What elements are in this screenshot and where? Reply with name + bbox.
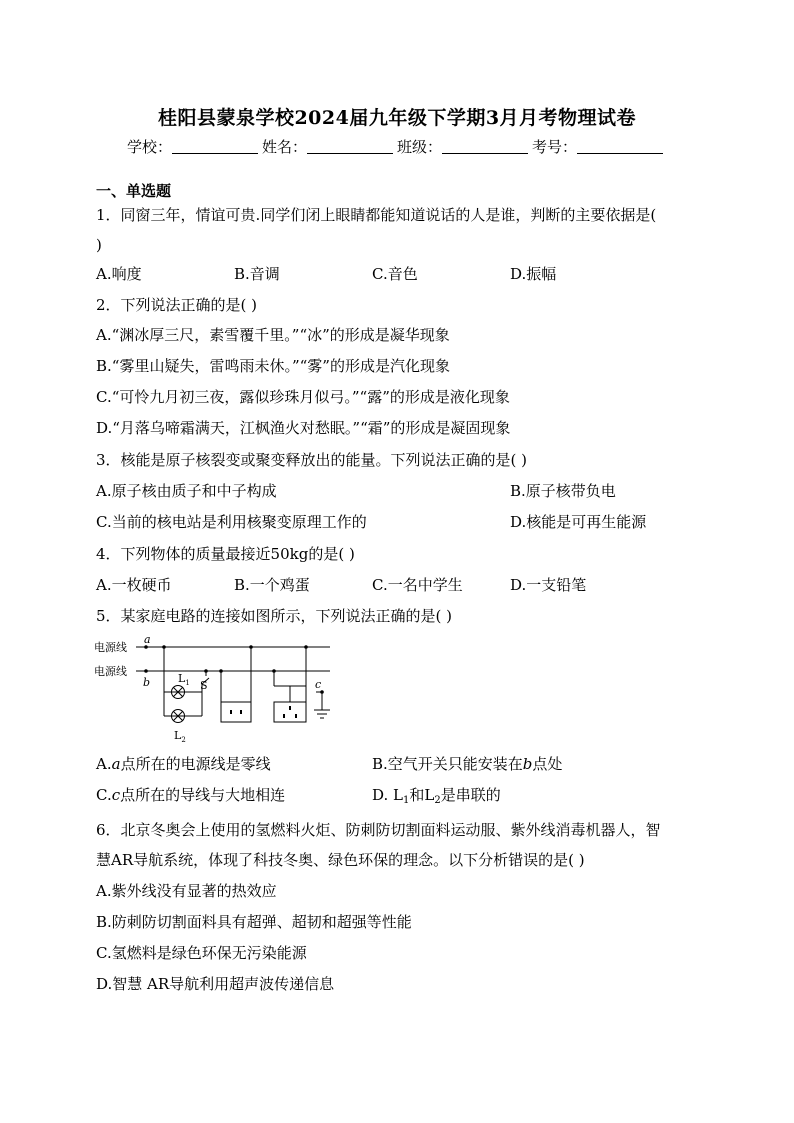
power-line-label-2: 电源线 [94,665,127,678]
q5-option-d[interactable]: D. $L_1$和$L_2$是串联的 [372,786,501,806]
number-label: 考号： [532,138,578,156]
point-b-label: b [143,676,151,689]
lamp2-label: $L_2$ [174,729,186,744]
q6-stem-line1: 6．北京冬奥会上使用的氢燃料火炬、防刺防切割面料运动服、紫外线消毒机器人，智 [96,821,661,839]
q4-option-b[interactable]: B.一个鸡蛋 [234,576,310,594]
q1-stem-line1: 1．同窗三年，情谊可贵.同学们闭上眼睛都能知道说话的人是谁，判断的主要依据是( [96,206,657,224]
q5-option-c[interactable]: C.c点所在的导线与大地相连 [96,786,286,804]
lamp1-label: $L_1$ [178,672,190,687]
school-blank[interactable] [172,139,258,154]
point-c-label: c [315,678,322,691]
name-label: 姓名： [261,138,307,156]
q5-option-b[interactable]: B.空气开关只能安装在b点处 [372,755,563,773]
q3-option-d[interactable]: D.核能是可再生能源 [510,513,647,531]
q5-stem: 5．某家庭电路的连接如图所示，下列说法正确的是( ) [96,607,453,625]
q6-option-b[interactable]: B.防刺防切割面料具有超弹、超韧和超强等性能 [96,913,412,931]
q6-option-d[interactable]: D.智慧 AR导航利用超声波传递信息 [96,975,335,993]
q1-option-d[interactable]: D.振幅 [510,265,557,283]
q2-option-c[interactable]: C.“可怜九月初三夜，露似珍珠月似弓。”“露”的形成是液化现象 [96,388,510,406]
q3-stem: 3．核能是原子核裂变或聚变释放出的能量。下列说法正确的是( ) [96,451,528,469]
number-blank[interactable] [577,139,663,154]
two-pin-socket-icon [221,702,251,722]
q1-option-c[interactable]: C.音色 [372,265,418,283]
three-pin-socket-icon [274,702,306,722]
q1-stem-line2: ) [96,236,102,254]
class-blank[interactable] [442,139,528,154]
q1-option-a[interactable]: A.响度 [96,265,142,283]
q2-option-b[interactable]: B.“雾里山疑失，雷鸣雨未休。”“雾”的形成是汽化现象 [96,357,450,375]
q3-option-a[interactable]: A.原子核由质子和中子构成 [96,482,277,500]
q4-option-c[interactable]: C.一名中学生 [372,576,463,594]
q6-option-c[interactable]: C.氢燃料是绿色环保无污染能源 [96,944,307,962]
switch-label: S [200,679,208,692]
q4-stem: 4．下列物体的质量最接近50kg的是( ) [96,545,355,563]
class-label: 班级： [397,138,443,156]
section-title: 一、单选题 [96,182,172,200]
q6-stem-line2: 慧AR导航系统，体现了科技冬奥、绿色环保的理念。以下分析错误的是( ) [96,851,585,869]
q2-option-d[interactable]: D.“月落乌啼霜满天，江枫渔火对愁眠。”“霜”的形成是凝固现象 [96,419,511,437]
circuit-diagram [94,632,354,748]
student-info-row [0,136,794,157]
q4-option-a[interactable]: A.一枚硬币 [96,576,172,594]
point-a-label: a [144,633,151,646]
q3-option-b[interactable]: B.原子核带负电 [510,482,616,500]
school-label: 学校： [126,138,172,156]
q4-option-d[interactable]: D.一支铅笔 [510,576,587,594]
name-blank[interactable] [307,139,393,154]
q6-option-a[interactable]: A.紫外线没有显著的热效应 [96,882,277,900]
q5-option-a[interactable]: A.a点所在的电源线是零线 [96,755,271,773]
q3-option-c[interactable]: C.当前的核电站是利用核聚变原理工作的 [96,513,367,531]
power-line-label-1: 电源线 [94,641,127,654]
q1-option-b[interactable]: B.音调 [234,265,280,283]
page-title: 桂阳县蒙泉学校2024届九年级下学期3月月考物理试卷 [157,107,637,129]
q2-stem: 2．下列说法正确的是( ) [96,296,258,314]
q2-option-a[interactable]: A.“渊冰厚三尺，素雪覆千里。”“冰”的形成是凝华现象 [96,326,450,344]
